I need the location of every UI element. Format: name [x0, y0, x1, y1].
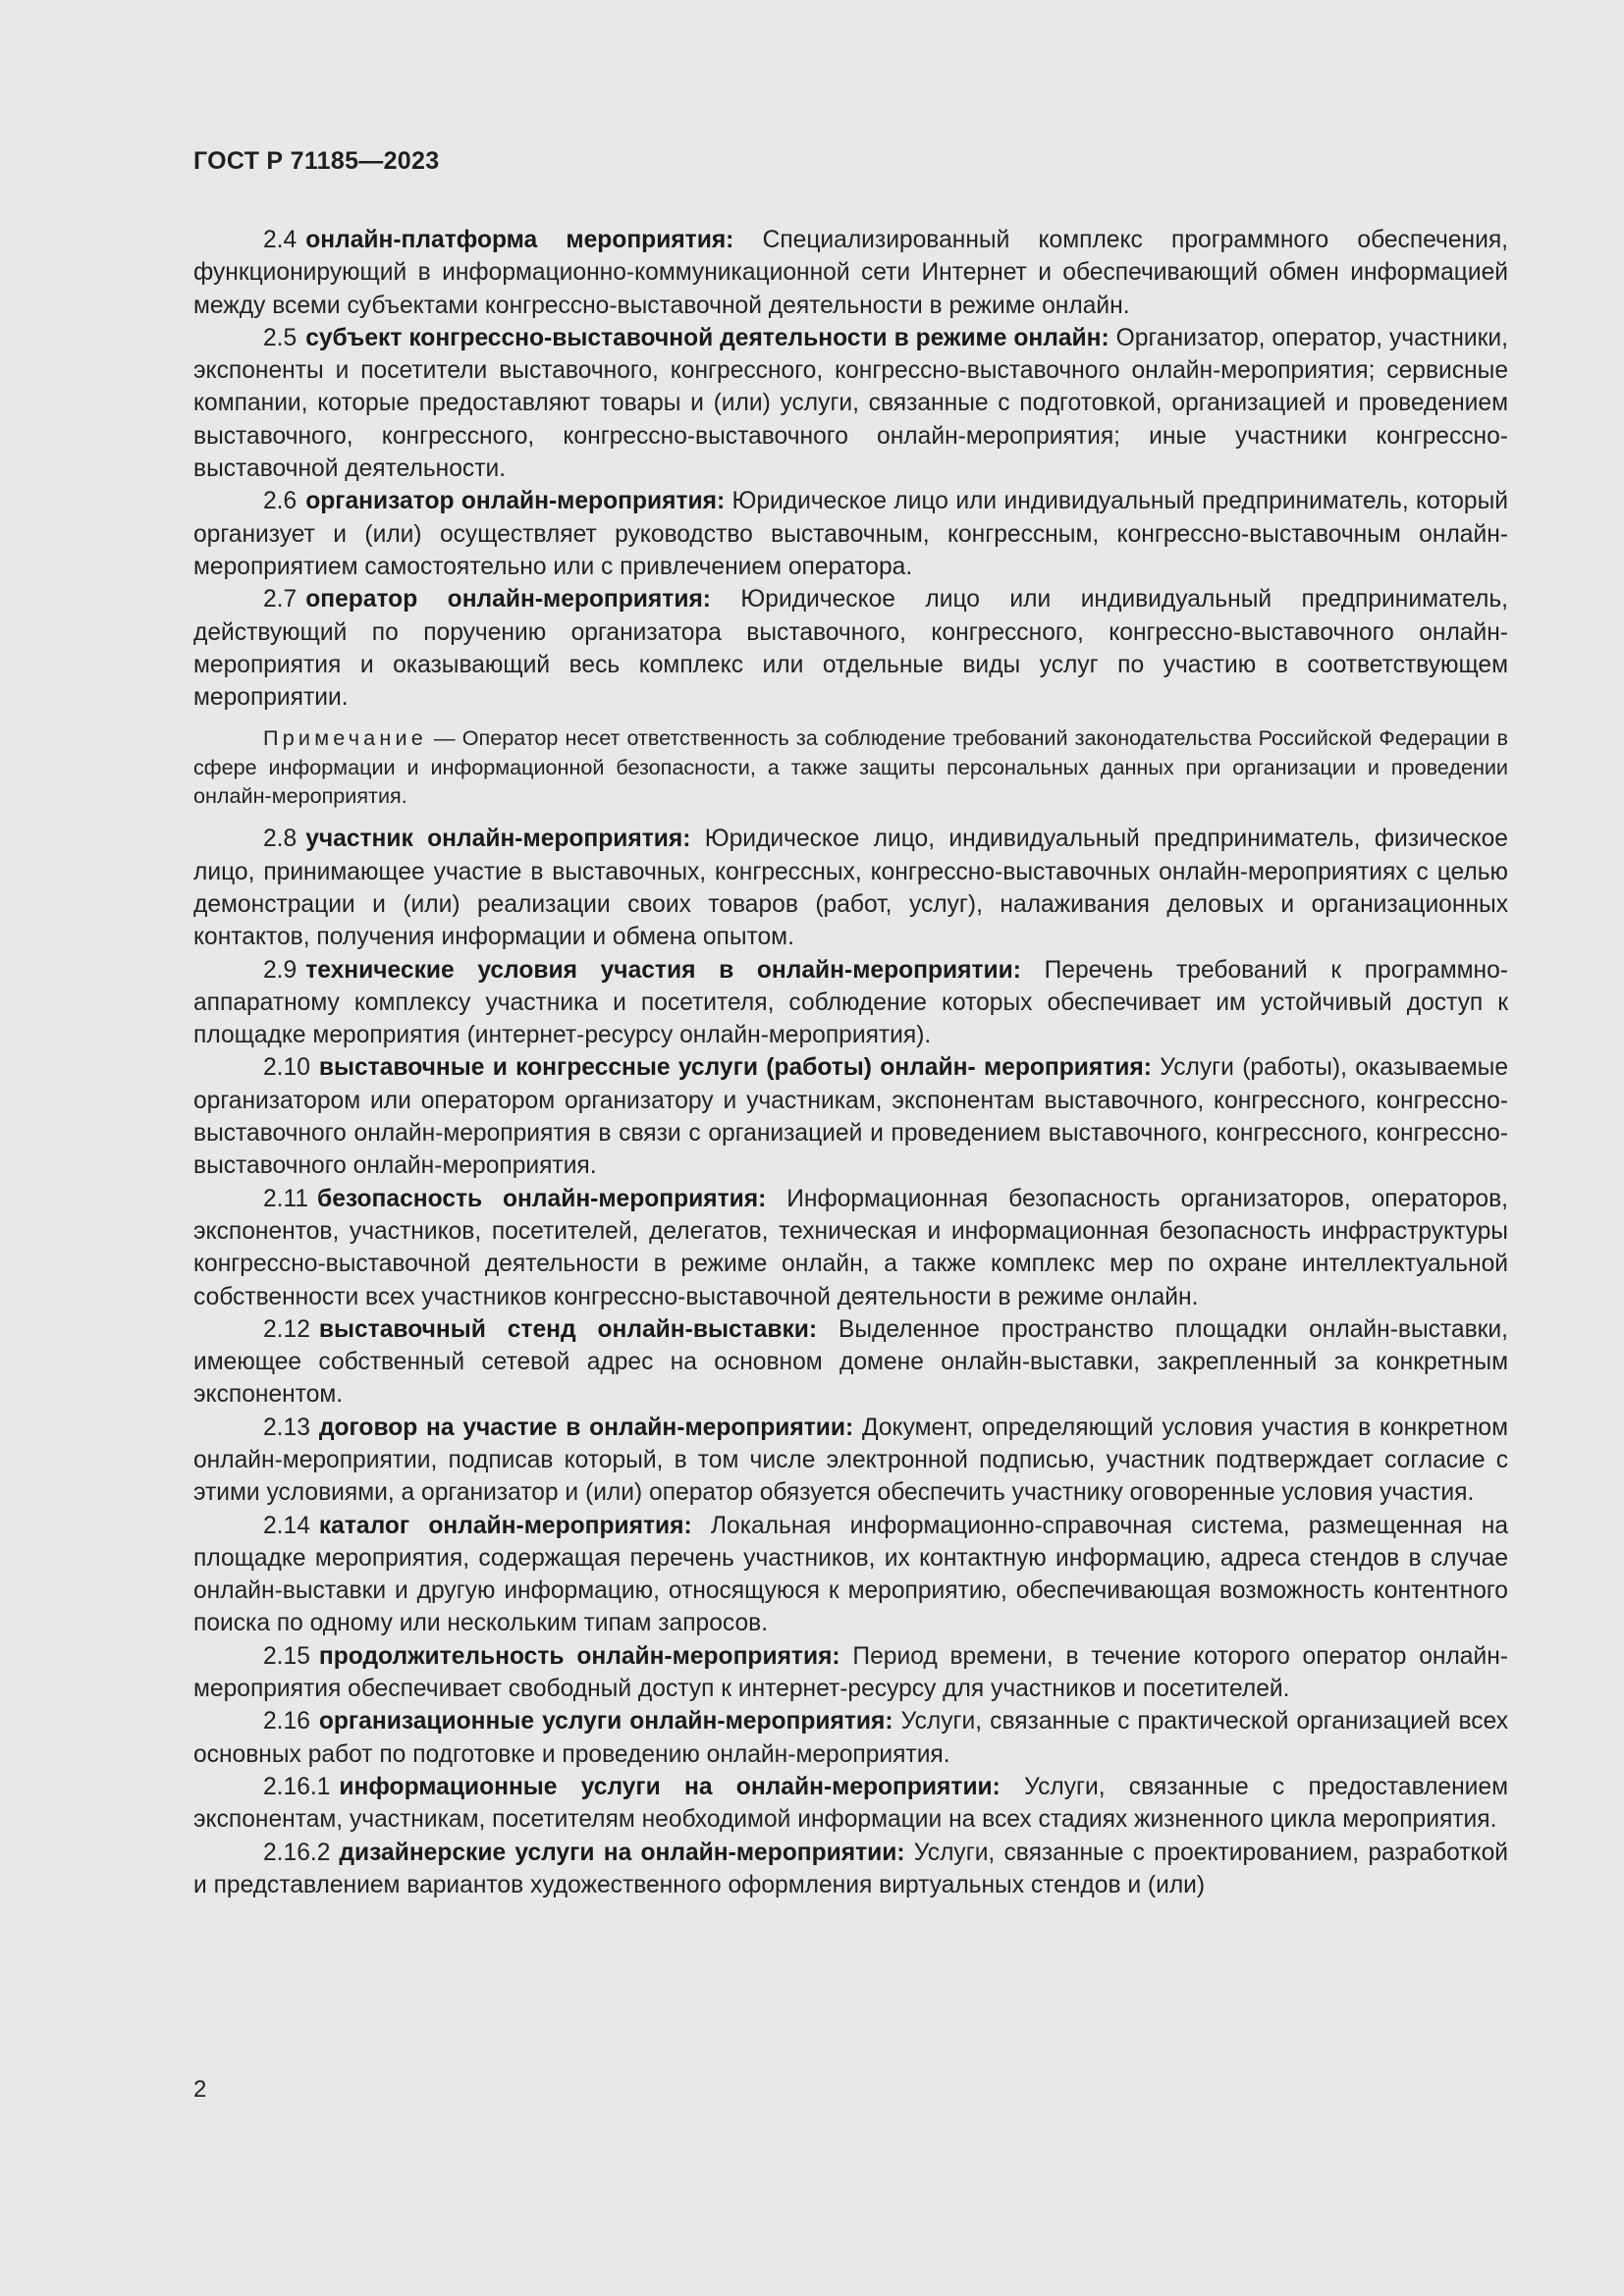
definition-text: Юридическое лицо или индивидуальный предприниматель, который организует и (или) осуществляет руководство выставочным, конгрессным, конгрессно-выставочным онлайн-мероприятием самостоятельно или с привлечением оператора.: [193, 488, 1508, 580]
clause-number: 2.5: [263, 324, 298, 351]
clause-number: 2.12: [263, 1315, 310, 1343]
definition-text: Услуги, связанные с предоставлением экспонентам, участникам, посетителям необходимой информации на всех стадиях жизненного цикла мероприятия.: [193, 1773, 1508, 1834]
definition-paragraph: [193, 1183, 1508, 1313]
definition-text: Документ, определяющий условия участия в конкретном онлайн-мероприятии, подписав который, в том числе электронной подписью, участник подтверждает согласие с этими условиями, а организатор и (или) оператор обязуется обеспечить участнику оговоренные условия участия.: [193, 1414, 1508, 1507]
definition-text: Перечень требований к программно-аппаратному комплексу участника и посетителя, соблюдение которых обеспечивает им устойчивый доступ к площадке мероприятия (интернет-ресурсу онлайн-мероприятия).: [193, 956, 1508, 1049]
clause-number: 2.16.2: [263, 1839, 331, 1866]
definition-text: Информационная безопасность организаторов, операторов, экспонентов, участников, посетителей, делегатов, техническая и информационная безопасность инфраструктуры конгрессно-выставочной деятельности в режиме онлайн, а также комплекс мер по охране интеллектуальной собственности всех участников конгрессно-выставочной деятельности в режиме онлайн.: [193, 1185, 1508, 1310]
definition-text: Услуги, связанные с практической организацией всех основных работ по подготовке и проведению онлайн-мероприятия.: [193, 1708, 1508, 1768]
clause-number: 2.16.1: [263, 1773, 331, 1800]
definition-text: Юридическое лицо или индивидуальный предприниматель, действующий по поручению организатора выставочного, конгрессного, конгрессно-выставочного онлайн-мероприятия и оказывающий весь комплекс или отдельные виды услуг по участию в соответствующем мероприятии.: [193, 586, 1508, 712]
definition-paragraph: [193, 224, 1508, 322]
definition-text: Период времени, в течение которого оператор онлайн-мероприятия обеспечивает свободный доступ к интернет-ресурсу для участников и посетителей.: [193, 1642, 1508, 1703]
defined-term: дизайнерские услуги на онлайн-мероприятии:: [339, 1839, 905, 1866]
definition-text: Услуги (работы), оказываемые организатором или оператором организатору и участникам, экспонентам выставочного, конгрессного, конгрессно-выставочного онлайн-мероприятия в связи с организацией и проведением выставочного, конгрессного, конгрессно-выставочного онлайн-мероприятия.: [193, 1054, 1508, 1180]
definition-paragraph: [193, 322, 1508, 485]
definition-paragraph: [193, 1510, 1508, 1640]
defined-term: каталог онлайн-мероприятия:: [318, 1512, 692, 1539]
clause-number: 2.11: [263, 1185, 309, 1212]
defined-term: технические условия участия в онлайн-мероприятии:: [305, 956, 1021, 984]
definition-paragraph: [193, 1313, 1508, 1412]
defined-term: онлайн-платформа мероприятия:: [305, 227, 734, 253]
clause-number: 2.13: [263, 1414, 310, 1441]
definition-text: Организатор, оператор, участники, экспоненты и посетители выставочного, конгрессного, конгрессно-выставочного онлайн-мероприятия; сервисные компании, которые предоставляют товары и (или) услуги, связанные с подготовкой, организацией и проведением выставочного, конгрессного, конгрессно-выставочного онлайн-мероприятия; иные участники конгрессно-выставочной деятельности.: [193, 324, 1508, 483]
defined-term: выставочные и конгрессные услуги (работы) онлайн- мероприятия:: [318, 1054, 1152, 1082]
page-number: 2: [193, 2076, 207, 2103]
definitions-after-note: [193, 823, 1508, 1901]
definition-text: Услуги, связанные с проектированием, разработкой и представлением вариантов художественного оформления виртуальных стендов и (или): [193, 1839, 1508, 1898]
note-label: Примечание: [263, 725, 427, 751]
defined-term: договор на участие в онлайн-мероприятии:: [318, 1414, 854, 1441]
definition-text: Юридическое лицо, индивидуальный предприниматель, физическое лицо, принимающее участие в выставочных, конгрессных, конгрессно-выставочных онлайн-мероприятиях с целью демонстрации и (или) реализации своих товаров (работ, услуг), налаживания деловых и организационных контактов, получения информации и обмена опытом.: [193, 826, 1508, 951]
defined-term: продолжительность онлайн-мероприятия:: [318, 1642, 840, 1670]
clause-number: 2.9: [263, 956, 298, 984]
defined-term: организатор онлайн-мероприятия:: [305, 488, 726, 515]
defined-term: безопасность онлайн-мероприятия:: [317, 1185, 767, 1212]
clause-number: 2.16: [263, 1708, 310, 1735]
definition-paragraph: [193, 1412, 1508, 1510]
defined-term: оператор онлайн-мероприятия:: [305, 586, 711, 614]
clause-number: 2.7: [263, 586, 298, 614]
definition-paragraph: [193, 1837, 1508, 1902]
defined-term: участник онлайн-мероприятия:: [305, 826, 691, 853]
document-code-header: ГОСТ Р 71185—2023: [193, 147, 440, 175]
note-text: — Оператор несет ответственность за соблюдение требований законодательства Российской Федерации в сфере информации и информационной безопасности, а также защиты персональных данных при организации и проведении онлайн-мероприятия.: [193, 725, 1508, 809]
definition-paragraph: [193, 823, 1508, 953]
document-body: [193, 224, 1508, 1901]
definition-paragraph: [193, 1051, 1508, 1182]
defined-term: выставочный стенд онлайн-выставки:: [318, 1315, 818, 1343]
definition-paragraph: [193, 583, 1508, 714]
defined-term: информационные услуги на онлайн-мероприятии:: [339, 1773, 1001, 1800]
definitions-before-note: [193, 224, 1508, 714]
definition-text: Выделенное пространство площадки онлайн-выставки, имеющее собственный сетевой адрес на основном домене онлайн-выставки, закрепленный за конкретным экспонентом.: [193, 1315, 1508, 1409]
note-block: [193, 723, 1508, 810]
definition-paragraph: [193, 1705, 1508, 1771]
clause-number: 2.15: [263, 1642, 310, 1670]
clause-number: 2.4: [263, 227, 298, 253]
clause-number: 2.8: [263, 826, 298, 853]
definition-text: Локальная информационно-справочная система, размещенная на площадке мероприятия, содержащая перечень участников, их контактную информацию, адреса стендов в случае онлайн-выставки и другую информацию, относящуюся к мероприятию, обеспечивающая возможность контентного поиска по одному или нескольким типам запросов.: [193, 1512, 1508, 1637]
clause-number: 2.10: [263, 1054, 310, 1082]
definition-paragraph: [193, 1771, 1508, 1837]
definition-paragraph: [193, 485, 1508, 583]
defined-term: субъект конгрессно-выставочной деятельности в режиме онлайн:: [305, 324, 1110, 351]
definition-paragraph: [193, 1640, 1508, 1706]
clause-number: 2.6: [263, 488, 298, 515]
defined-term: организационные услуги онлайн-мероприятия:: [318, 1708, 893, 1735]
definition-paragraph: [193, 954, 1508, 1052]
definition-text: Специализированный комплекс программного обеспечения, функционирующий в информационно-коммуникационной сети Интернет и обеспечивающий обмен информацией между всеми субъектами конгрессно-выставочной деятельности в режиме онлайн.: [193, 227, 1508, 319]
clause-number: 2.14: [263, 1512, 310, 1539]
